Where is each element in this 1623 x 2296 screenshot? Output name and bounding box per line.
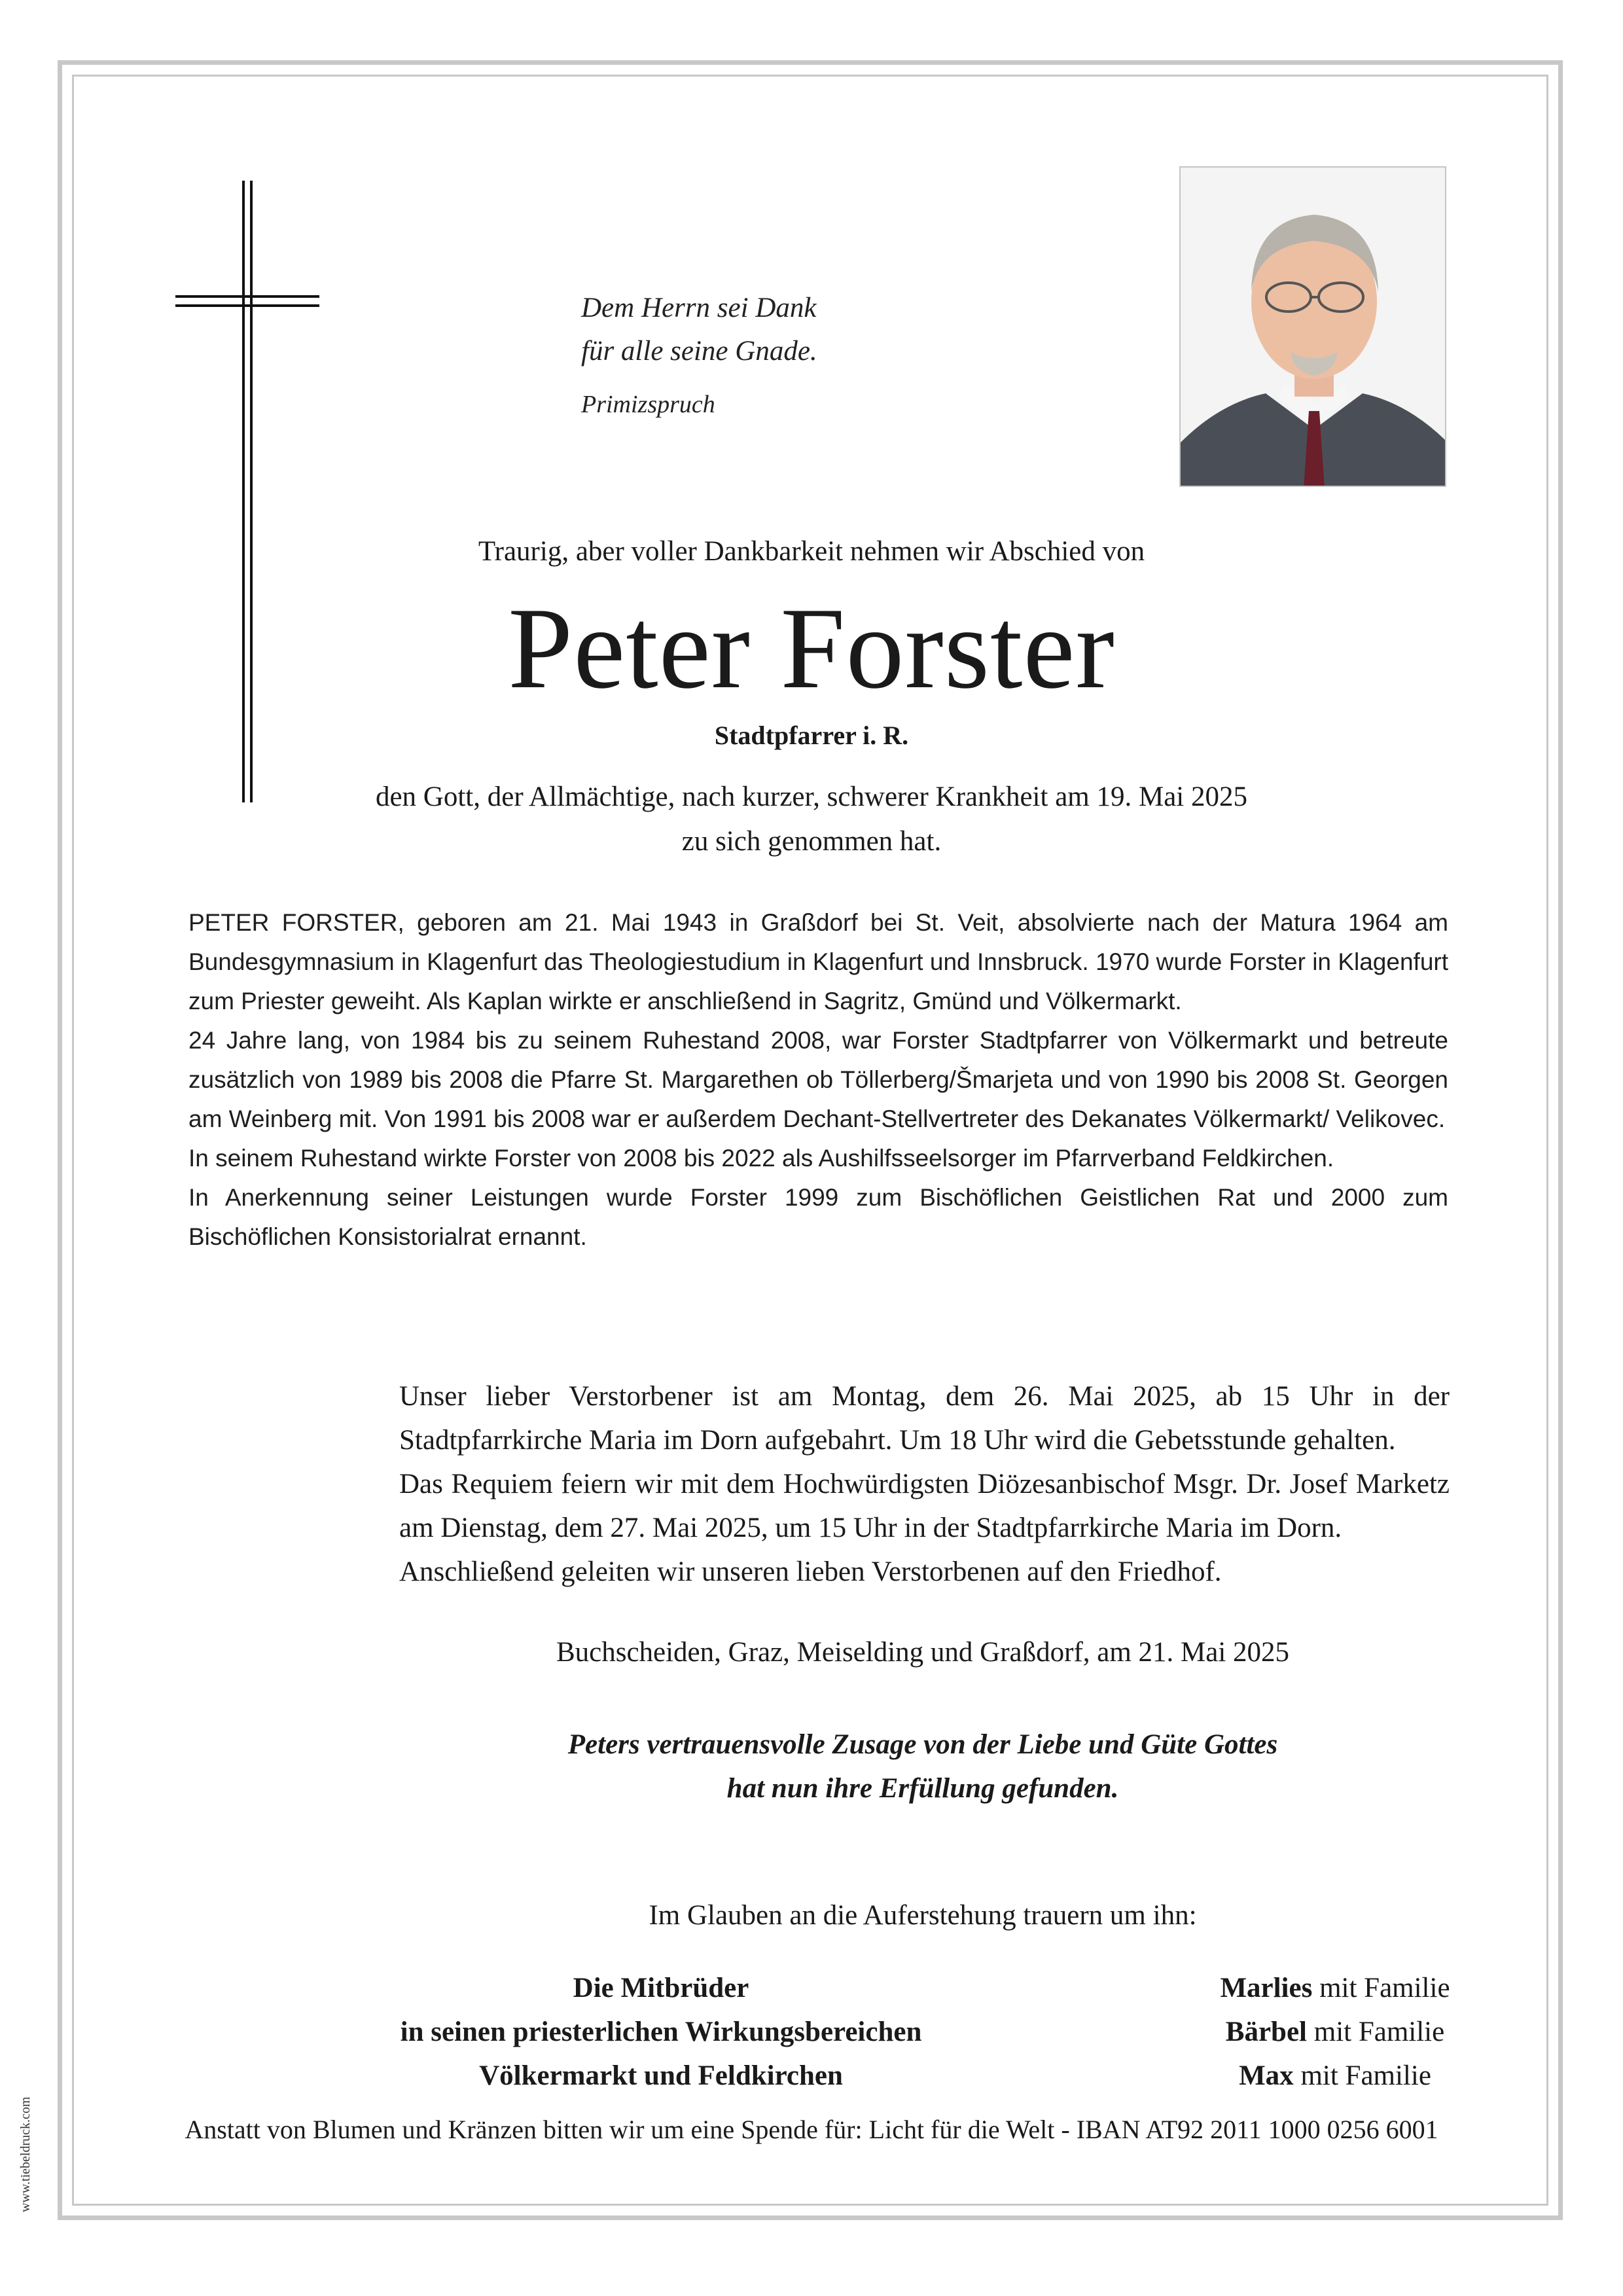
verse-line-1: Dem Herrn sei Dank [581,293,817,323]
verse-source: Primizspruch [581,391,715,418]
mourners-family [1106,1966,1564,2098]
mourner-suffix: mit Familie [1312,1973,1450,2003]
death-line-1: den Gott, der Allmächtige, nach kurzer, schwerer Krankheit am 19. Mai 2025 [375,781,1248,812]
verse [581,287,817,373]
closing-line-1: Peters vertrauensvolle Zusage von der Liebe und Güte Gottes [567,1729,1278,1760]
portrait-photo [1179,166,1446,487]
details-paragraph: Anschließend geleiten wir unseren lieben Verstorbenen auf den Friedhof. [399,1556,1222,1587]
bio-paragraph: 24 Jahre lang, von 1984 bis zu seinem Ruhestand 2008, war Forster Stadtpfarrer von Völkermarkt und betreute zusätzlich von 1989 bis 2008 die Pfarre St. Margarethen ob Töllerberg/Šmarjeta und von 1990 bis 2008 St. Georgen am Weinberg mit. Von 1991 bis 2008 war er außerdem Dechant-Stellvertreter des Dekanates Völkermarkt/ Velikovec. [188,1027,1448,1132]
bio-paragraph: PETER FORSTER, geboren am 21. Mai 1943 in Graßdorf bei St. Veit, absolvierte nach der Matura 1964 am Bundesgymnasium in Klagenfurt das Theologiestudium in Klagenfurt und Innsbruck. 1970 wurde Forster in Klagenfurt zum Priester geweiht. Als Kaplan wirkte er anschließend in Sagritz, Gmünd und Völkermarkt. [188,909,1448,1014]
donation-footer: Anstatt von Blumen und Kränzen bitten wir um eine Spende für: Licht für die Welt - IBAN AT92 2011 1000 0256 6001 [185,2115,1438,2144]
mourners-clergy-line: in seinen priesterlichen Wirkungsbereichen [400,2017,922,2047]
mourners-clergy-line: Völkermarkt und Feldkirchen [479,2060,843,2091]
mourners-clergy [366,1966,955,2098]
mourner-entry [1106,2054,1564,2098]
mourners-clergy-line: Die Mitbrüder [573,1973,749,2003]
mourning-intro: Im Glauben an die Auferstehung trauern um ihn: [649,1900,1197,1931]
deceased-name: Peter Forster [508,583,1115,713]
mourner-entry [1106,1966,1564,2010]
details-paragraph: Unser lieber Verstorbener ist am Montag, dem 26. Mai 2025, ab 15 Uhr in der Stadtpfarrkirche Maria im Dorn aufgebahrt. Um 18 Uhr wird die Gebetsstunde gehalten. [399,1381,1450,1456]
closing-line-2: hat nun ihre Erfüllung gefunden. [726,1773,1119,1804]
mourner-name: Marlies [1220,1973,1313,2003]
bio-paragraph: In Anerkennung seiner Leistungen wurde Forster 1999 zum Bischöflichen Geistlichen Rat und 2000 zum Bischöflichen Konsistorialrat ernannt. [188,1184,1448,1250]
mourner-name: Bärbel [1225,2017,1307,2047]
bio-paragraph: In seinem Ruhestand wirkte Forster von 2008 bis 2022 als Aushilfsseelsorger im Pfarrverband Feldkirchen. [188,1145,1334,1172]
place-date: Buchscheiden, Graz, Meiselding und Graßdorf, am 21. Mai 2025 [556,1637,1290,1668]
mourner-name: Max [1239,2060,1294,2091]
biography [188,903,1448,1257]
mourner-entry [1106,2010,1564,2054]
mourner-suffix: mit Familie [1293,2060,1431,2091]
verse-line-2: für alle seine Gnade. [581,336,817,367]
death-line-2: zu sich genommen hat. [681,826,942,857]
printer-credit: www.tiebeldruck.com [18,2096,33,2212]
intro-line: Traurig, aber voller Dankbarkeit nehmen wir Abschied von [478,536,1145,567]
mourner-suffix: mit Familie [1307,2017,1445,2047]
closing-statement [0,1723,1623,1810]
death-notice [0,775,1623,864]
deceased-title: Stadtpfarrer i. R. [714,721,909,750]
details-paragraph: Das Requiem feiern wir mit dem Hochwürdigsten Diözesanbischof Msgr. Dr. Josef Marketz am Dienstag, dem 27. Mai 2025, um 15 Uhr in der Stadtpfarrkirche Maria im Dorn. [399,1469,1450,1543]
funeral-details [399,1374,1450,1594]
